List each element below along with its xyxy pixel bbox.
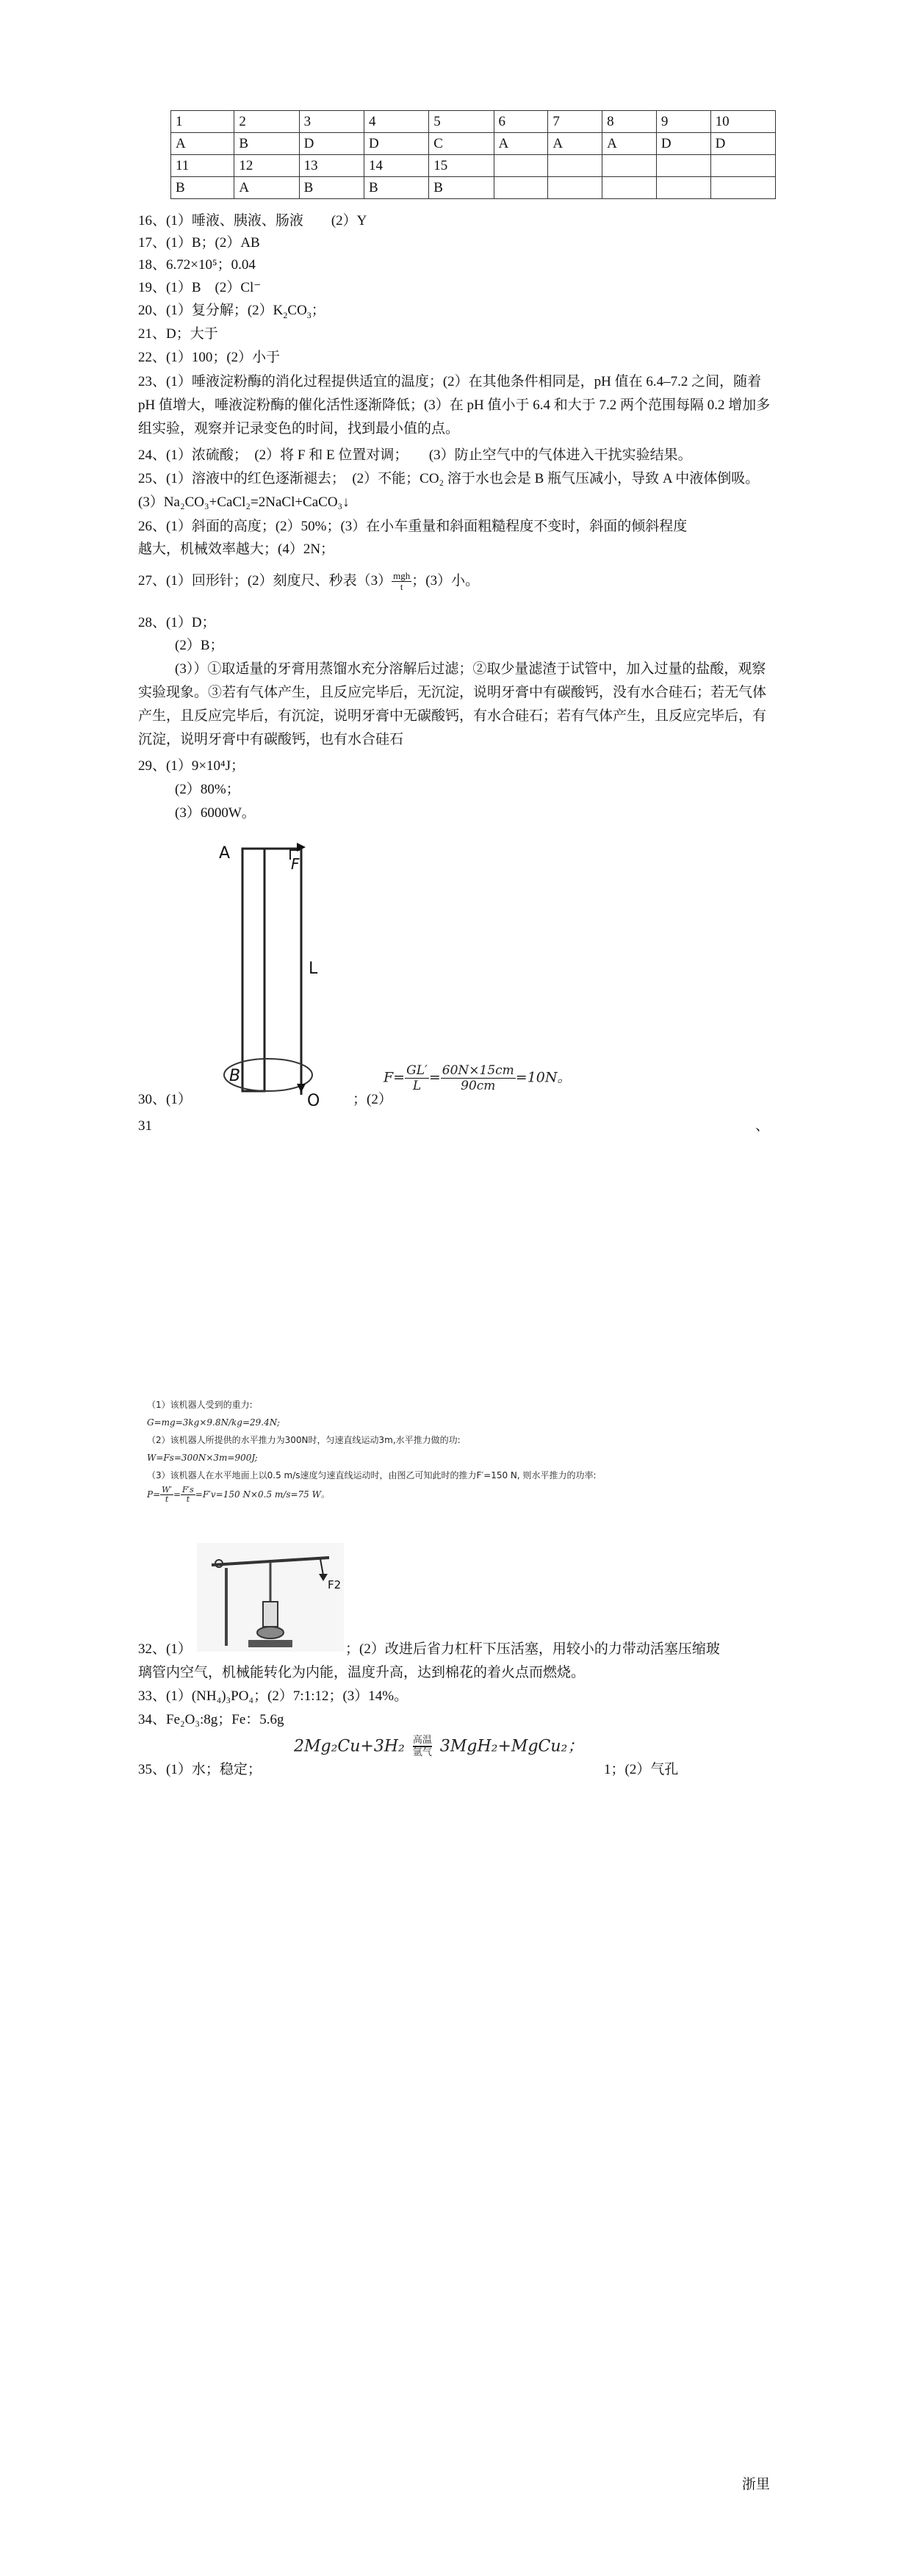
answer-27: 27、(1）回形针；(2）刻度尺、秒表（3） $\frac{\text{mgh}}{t}$ ；(3）小。 [138, 570, 480, 593]
answer-34: 34、Fe₂O₃:8g；Fe：5.6g [138, 1712, 284, 1727]
table-cell: A [234, 177, 299, 199]
table-cell [548, 155, 602, 177]
table-cell [602, 155, 657, 177]
table-cell: A [494, 133, 548, 155]
table-cell: B [171, 177, 234, 199]
answer-22: 22、(1）100；(2）小于 [138, 350, 281, 365]
table-cell [494, 155, 548, 177]
answer-30-prefix: 30、(1） [138, 1092, 192, 1107]
answer-25: 25、(1）溶液中的红色逐渐褪去； (2）不能；CO₂ 溶于水也会是 B 瓶气压减小，导致 A 中液体倒吸。 (3）Na₂CO₃+CaCl₂=2NaCl+CaCO₃↓ [138, 471, 766, 510]
answer-35-prefix: 35、(1）水；稳定； [138, 1762, 262, 1777]
table-cell: C [429, 133, 494, 155]
apparatus-diagram-32 [197, 1543, 344, 1652]
label-A: A [219, 844, 231, 863]
answer-31-step2: G=mg=3kg×9.8N/kg=29.4N; [147, 1417, 280, 1428]
table-row [171, 155, 776, 177]
table-cell: 10 [710, 111, 775, 133]
answer-31-step1: （1）该机器人受到的重力: [147, 1400, 253, 1410]
table-cell: D [656, 133, 710, 155]
table-cell [710, 155, 775, 177]
table-cell: 14 [364, 155, 428, 177]
answer-30-mid: ；(2） [353, 1092, 392, 1107]
answer-32-prefix: 32、(1） [138, 1641, 192, 1657]
answer-19: 19、(1）B (2）Cl⁻ [138, 280, 262, 295]
table-cell: D [299, 133, 364, 155]
table-cell: 6 [494, 111, 548, 133]
table-cell [710, 177, 775, 199]
answer-18: 18、6.72×10⁵；0.04 [138, 257, 256, 273]
table-row [171, 111, 776, 133]
table-row [171, 133, 776, 155]
table-cell: 7 [548, 111, 602, 133]
table-cell: 12 [234, 155, 299, 177]
table-cell: D [364, 133, 428, 155]
answer-31-step4: W=Fs=300N×3m=900J; [147, 1453, 258, 1463]
formula-30: F= $\frac{GL'}{L}$ = $\frac{60N\times 15cm}{90cm}$ =10N。 [384, 1063, 572, 1093]
table-cell: 13 [299, 155, 364, 177]
answer-20: 20、(1）复分解；$(2)K_2CO_3$； [138, 303, 325, 320]
label-F: F [291, 855, 300, 873]
answer-31-step3: （2）该机器人所提供的水平推力为300N时，匀速直线运动3m,水平推力做的功: [147, 1435, 461, 1445]
answer-28-line2: (2）B； [175, 638, 224, 653]
table-cell: 15 [429, 155, 494, 177]
answer-31: 31 [138, 1118, 152, 1134]
table-cell: 11 [171, 155, 234, 177]
answer-23: 23、(1）唾液淀粉酶的消化过程提供适宜的温度；(2）在其他条件相同是，pH 值在 6.4–7.2 之间，随着 pH 值增大，唾液淀粉酶的催化活性逐渐降低；(3）在 pH 值小于 6.4 和大于 7.2 两个范围每隔 0.2 增加多组实验，观察并记录变色的时间，找到最小值的点。 [138, 374, 771, 436]
table-cell [548, 177, 602, 199]
lever-diagram-30 [213, 834, 349, 1113]
equation-35: 2Mg₂Cu+3H₂ 高温 氩气 3MgH₂+MgCu₂； [294, 1735, 584, 1758]
answer-28-line3: (3））①取适量的牙膏用蒸馏水充分溶解后过滤；②取少量滤渣于试管中，加入过量的盐酸，观察实验现象。③若有气体产生，且反应完毕后，无沉淀，说明牙膏中有碳酸钙，没有水合硅石；若无气体产生，且反应完毕后，有沉淀，说明牙膏中无碳酸钙，有水合硅石；若有气体产生，且反应完毕后，有沉淀，说明牙膏中有碳酸钙，也有水合硅石 [138, 661, 767, 747]
answer-24: 24、(1）浓硫酸； (2）将 F 和 E 位置对调； (3）防止空气中的气体进入干扰实验结果。 [138, 447, 692, 463]
label-O: O [307, 1092, 320, 1110]
footer-mark: 浙里 [742, 2477, 771, 2492]
answer-31-mark: 、 [755, 1118, 770, 1134]
answer-28-line1: 28、(1）D； [138, 615, 216, 630]
answer-35-suffix: 1；(2）气孔 [604, 1762, 679, 1777]
answer-table [170, 110, 776, 199]
table-cell [656, 177, 710, 199]
table-cell: 2 [234, 111, 299, 133]
table-cell: A [171, 133, 234, 155]
table-cell [494, 177, 548, 199]
table-row [171, 177, 776, 199]
answer-16: 16、(1）唾液、胰液、肠液 (2）Y [138, 213, 367, 229]
answer-21: 21、D；大于 [138, 326, 218, 342]
answer-17: 17、(1）B；(2）AB [138, 235, 260, 251]
answer-26-line2: 越大，机械效率越大；(4）2N； [138, 542, 335, 557]
answer-32-line1: ；(2）改进后省力杠杆下压活塞，用较小的力带动活塞压缩玻 [345, 1641, 720, 1657]
table-cell: B [234, 133, 299, 155]
table-cell: 9 [656, 111, 710, 133]
table-cell: A [548, 133, 602, 155]
label-B: B [229, 1067, 241, 1085]
table-cell: 4 [364, 111, 428, 133]
table-cell [602, 177, 657, 199]
table-cell: B [299, 177, 364, 199]
table-cell: 5 [429, 111, 494, 133]
table-cell: 3 [299, 111, 364, 133]
answer-26-line1: 26、(1）斜面的高度；(2）50%；(3）在小车重量和斜面粗糙程度不变时，斜面的倾斜程度 [138, 519, 688, 534]
answer-31-step5: （3）该机器人在水平地面上以0.5 m/s速度匀速直线运动时，由图乙可知此时的推力F′=150 N, 则水平推力的功率: [147, 1470, 597, 1481]
table-cell: 1 [171, 111, 234, 133]
table-cell: B [429, 177, 494, 199]
table-cell: 8 [602, 111, 657, 133]
answer-31-step6: P= $\frac{W'}{t}$ = $\frac{F's}{t}$ =F′v=150 N×0.5 m/s=75 W。 [147, 1485, 330, 1504]
answer-29-line1: 29、(1）9×10⁴J； [138, 758, 245, 774]
label-L: L [309, 960, 318, 978]
table-cell: A [602, 133, 657, 155]
answer-29-line3: (3）6000W。 [175, 805, 256, 821]
table-cell: B [364, 177, 428, 199]
answer-32-line2: 璃管内空气，机械能转化为内能，温度升高，达到棉花的着火点而燃烧。 [138, 1665, 586, 1680]
table-cell [656, 155, 710, 177]
answer-29-line2: (2）80%； [175, 782, 240, 797]
label-F2: F2 [328, 1578, 342, 1591]
answer-33: 33、(1）(NH₄)₃PO₄；(2）7:1:12；(3）14%。 [138, 1688, 408, 1704]
table-cell: D [710, 133, 775, 155]
